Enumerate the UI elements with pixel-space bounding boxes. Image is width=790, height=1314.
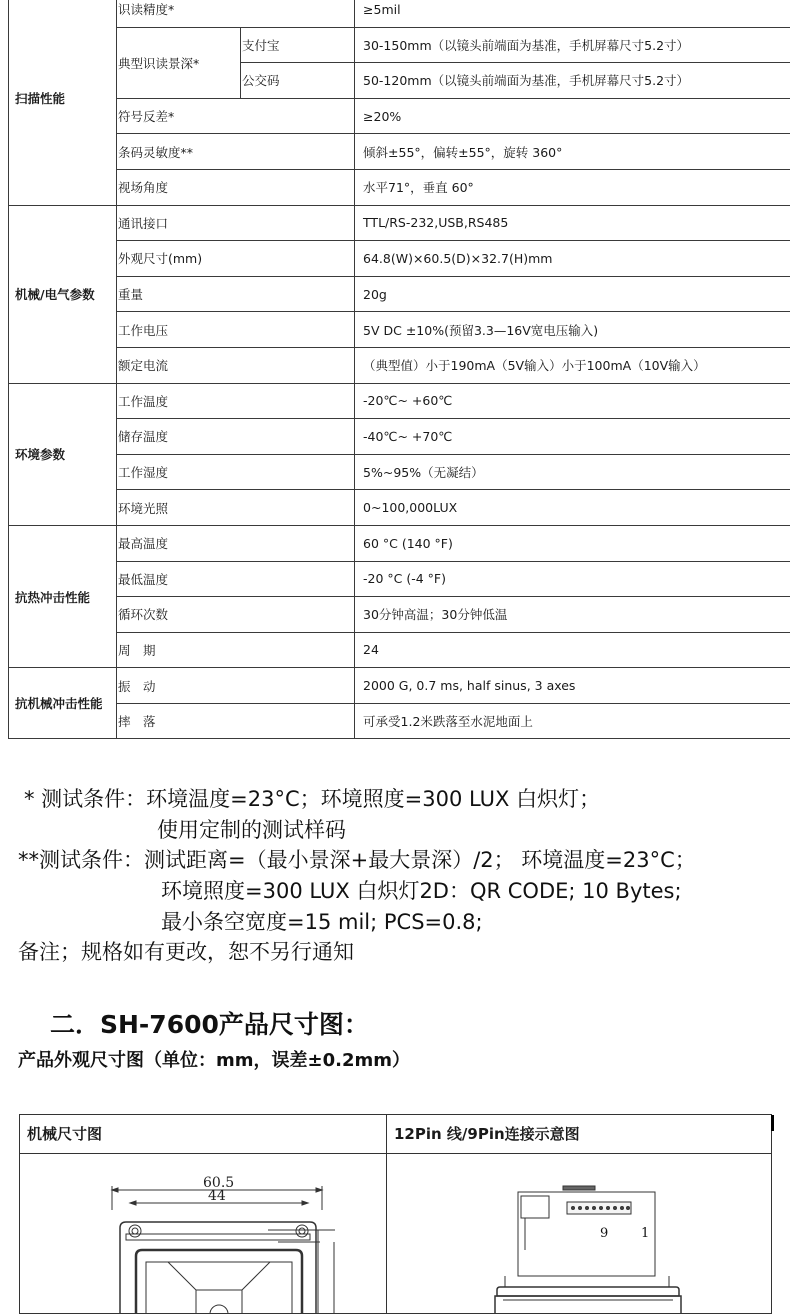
spec-row: [9, 312, 790, 348]
note-line-1: * 测试条件：环境温度=23°C；环境照度=300 LUX 白炽灯；: [24, 784, 600, 815]
spec-group-name: 机械/电气参数: [9, 205, 117, 383]
spec-row: [9, 276, 790, 312]
spec-row: [9, 454, 790, 490]
spec-row: [9, 632, 790, 668]
note-line-4: 环境照度=300 LUX 白炽灯2D：QR CODE; 10 Bytes;: [161, 876, 682, 907]
spec-row: [9, 490, 790, 526]
mechanical-drawing-header: 机械尺寸图: [20, 1115, 386, 1153]
spec-row: [9, 134, 790, 170]
spec-value: （典型值）小于190mA（5V输入）小于100mA（10V输入）: [355, 347, 790, 383]
spec-label: 工作电压: [117, 312, 355, 348]
spec-value: 24: [355, 632, 790, 668]
dim-label-width: 60.5: [203, 1175, 234, 1191]
pin-diagram-header: 12Pin 线/9Pin连接示意图: [387, 1115, 773, 1153]
spec-value: 2000 G, 0.7 ms, half sinus, 3 axes: [355, 668, 790, 704]
spec-label: 通讯接口: [117, 205, 355, 241]
spec-label: 符号反差*: [117, 98, 355, 134]
spec-value: 可承受1.2米跌落至水泥地面上: [355, 703, 790, 739]
pin-connection-diagram: [387, 1154, 773, 1314]
spec-row: [9, 347, 790, 383]
spec-label: 额定电流: [117, 347, 355, 383]
spec-row: [9, 241, 790, 277]
spec-label: 工作温度: [117, 383, 355, 419]
spec-value: TTL/RS-232,USB,RS485: [355, 205, 790, 241]
spec-row: [9, 561, 790, 597]
note-line-3: **测试条件：测试距离=（最小景深+最大景深）/2； 环境温度=23°C；: [18, 845, 696, 876]
spec-row: [9, 668, 790, 704]
spec-value: 30-150mm（以镜头前端面为基准，手机屏幕尺寸5.2寸）: [355, 27, 790, 63]
mechanical-dimension-drawing: [20, 1154, 386, 1314]
spec-value: 64.8(W)×60.5(D)×32.7(H)mm: [355, 241, 790, 277]
spec-value: 60 °C (140 °F): [355, 525, 790, 561]
spec-table-body: [9, 0, 790, 739]
spec-value: 20g: [355, 276, 790, 312]
pin-label-start: 9: [600, 1226, 608, 1241]
spec-row: [9, 169, 790, 205]
spec-label: 摔 落: [117, 703, 355, 739]
spec-sublabel: 公交码: [241, 63, 355, 99]
spec-label: 工作湿度: [117, 454, 355, 490]
spec-label: 识读精度*: [117, 0, 355, 27]
dim-label-inner: 44: [208, 1188, 226, 1204]
spec-value: 5V DC ±10%(预留3.3—16V宽电压输入): [355, 312, 790, 348]
note-line-2: 使用定制的测试样码: [157, 815, 346, 846]
remark-line: 备注；规格如有更改，恕不另行通知: [18, 937, 354, 968]
spec-label: 条码灵敏度**: [117, 134, 355, 170]
spec-value: -40℃~ +70℃: [355, 419, 790, 455]
spec-row: [9, 703, 790, 739]
figure-table: [19, 1114, 772, 1314]
spec-label: 周 期: [117, 632, 355, 668]
spec-group-name: 抗机械冲击性能: [9, 668, 117, 739]
spec-label: 最高温度: [117, 525, 355, 561]
spec-value: -20℃~ +60℃: [355, 383, 790, 419]
spec-value: 0~100,000LUX: [355, 490, 790, 526]
spec-group-name: 抗热冲击性能: [9, 525, 117, 667]
spec-label: 振 动: [117, 668, 355, 704]
spec-value: 30分钟高温；30分钟低温: [355, 597, 790, 633]
spec-label: 典型识读景深*: [117, 27, 241, 98]
spec-row: [9, 27, 790, 63]
spec-value: 50-120mm（以镜头前端面为基准，手机屏幕尺寸5.2寸）: [355, 63, 790, 99]
spec-label: 视场角度: [117, 169, 355, 205]
spec-group-name: 环境参数: [9, 383, 117, 525]
spec-row: [9, 205, 790, 241]
pin-label-end: 1: [641, 1226, 649, 1241]
section-title: 二．SH-7600产品尺寸图：: [50, 1005, 369, 1041]
spec-row: [9, 98, 790, 134]
spec-value: 倾斜±55°，偏转±55°，旋转 360°: [355, 134, 790, 170]
section-subtitle: 产品外观尺寸图（单位：mm，误差±0.2mm）: [18, 1046, 410, 1072]
spec-value: 水平71°，垂直 60°: [355, 169, 790, 205]
spec-group-name: 扫描性能: [9, 0, 117, 205]
spec-sublabel: 支付宝: [241, 27, 355, 63]
spec-label: 最低温度: [117, 561, 355, 597]
spec-label: 环境光照: [117, 490, 355, 526]
spec-row: [9, 419, 790, 455]
spec-label: 重量: [117, 276, 355, 312]
spec-value: ≥5mil: [355, 0, 790, 27]
note-line-5: 最小条空宽度=15 mil; PCS=0.8;: [161, 907, 483, 938]
spec-label: 循环次数: [117, 597, 355, 633]
spec-table: [8, 0, 790, 739]
spec-label: 外观尺寸(mm): [117, 241, 355, 277]
spec-row: [9, 597, 790, 633]
spec-label: 储存温度: [117, 419, 355, 455]
spec-value: ≥20%: [355, 98, 790, 134]
spec-row: [9, 525, 790, 561]
spec-value: -20 °C (-4 °F): [355, 561, 790, 597]
spec-value: 5%~95%（无凝结）: [355, 454, 790, 490]
spec-row: [9, 383, 790, 419]
spec-row: [9, 0, 790, 27]
